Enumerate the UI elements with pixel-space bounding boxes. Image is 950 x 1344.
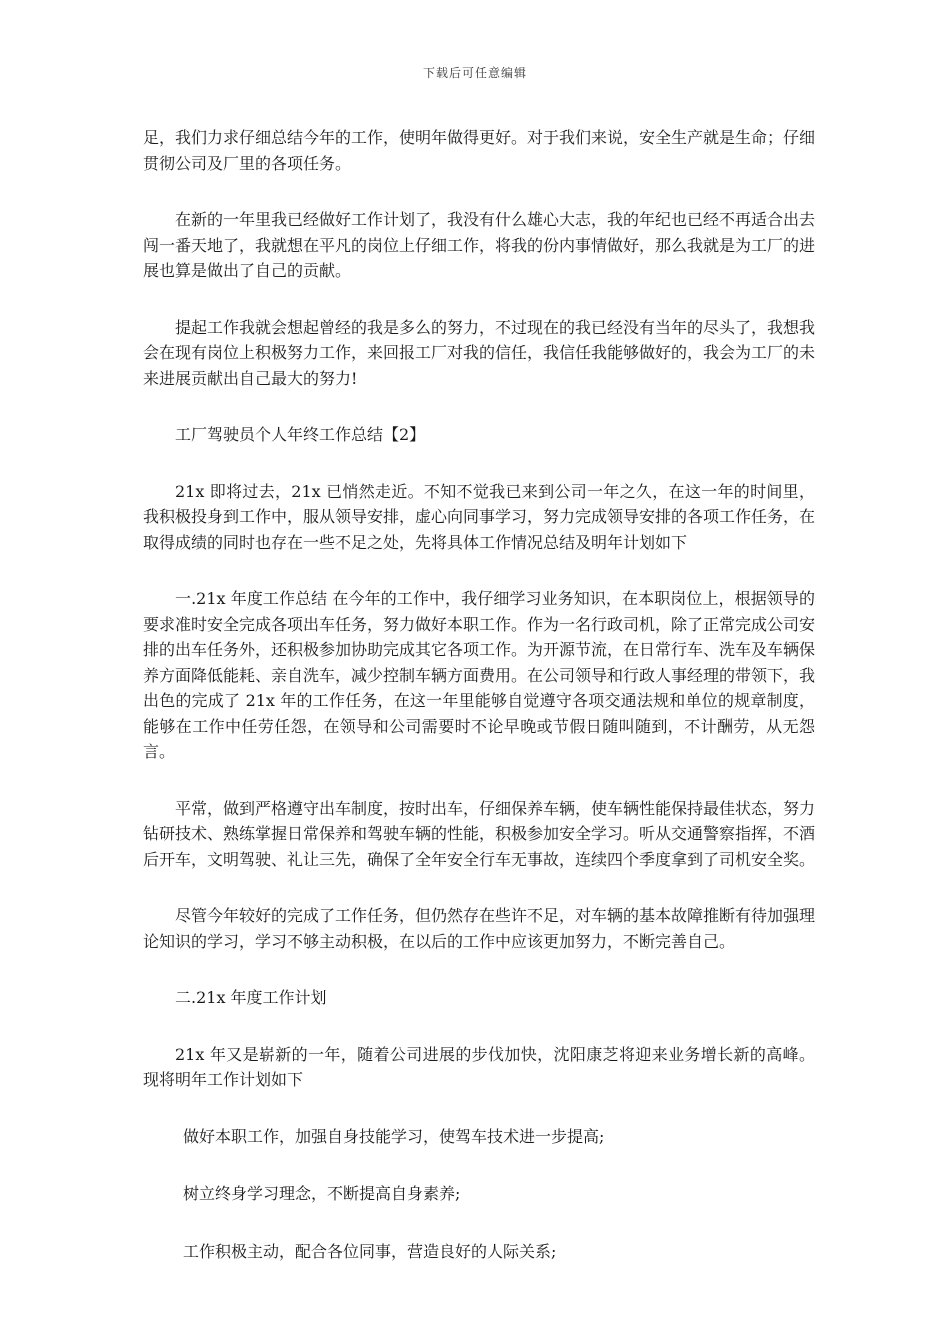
- plan-item-1: 做好本职工作，加强自身技能学习，使驾车技术进一步提高;: [183, 1126, 605, 1146]
- paragraph-plan-intro: 21x 年又是崭新的一年，随着公司进展的步伐加快，沈阳康芝将迎来业务增长新的高峰。现将明年工作计划如下: [143, 1044, 815, 1089]
- paragraph-shortcomings: 尽管今年较好的完成了工作任务，但仍然存在些许不足，对车辆的基本故障推断有待加强理论知识的学习，学习不够主动积极，在以后的工作中应该更加努力，不断完善自己。: [143, 906, 816, 951]
- paragraph-summary: 一.21x 年度工作总结 在今年的工作中，我仔细学习业务知识，在本职岗位上，根据领导的要求准时安全完成各项出车任务，努力做好本职工作。作为一名行政司机，除了正常完成公司安排的出车任务外，还积极参加协助完成其它各项工作。为开源节流，在日常行车、洗车及车辆保养方面降低能耗、亲自洗车，减少控制车辆方面费用。在公司领导和行政人事经理的带领下，我出色的完成了 21x 年的工作任务，在这一年里能够自觉遵守各项交通法规和单位的规章制度，能够在工作中任劳任怨，在领导和公司需要时不论早晚或节假日随叫随到，不计酬劳，从无怨言。: [143, 589, 816, 761]
- paragraph-2: 在新的一年里我已经做好工作计划了，我没有什么雄心大志，我的年纪也已经不再适合出去闯一番天地了，我就想在平凡的岗位上仔细工作，将我的份内事情做好，那么我就是为工厂的进展也算是做出了自己的贡献。: [143, 210, 816, 280]
- section-heading: 工厂驾驶员个人年终工作总结【2】: [175, 425, 426, 444]
- page-header: 下载后可任意编辑: [422, 66, 527, 80]
- paragraph-3: 提起工作我就会想起曾经的我是多么的努力，不过现在的我已经没有当年的尽头了，我想我会在现有岗位上积极努力工作，来回报工厂对我的信任，我信任我能够做好的，我会为工厂的未来进展贡献出自己最大的努力!: [143, 317, 816, 388]
- document-body: [143, 125, 815, 1296]
- paragraph-routine: 平常，做到严格遵守出车制度，按时出车，仔细保养车辆，使车辆性能保持最佳状态，努力钻研技术、熟练掌握日常保养和驾驶车辆的性能，积极参加安全学习。听从交通警察指挥，不酒后开车，文明驾驶、礼让三先，确保了全年安全行车无事故，连续四个季度拿到了司机安全奖。: [143, 798, 816, 869]
- plan-heading: 二.21x 年度工作计划: [175, 988, 327, 1007]
- paragraph-intro: 21x 即将过去，21x 已悄然走近。不知不觉我已来到公司一年之久，在这一年的时间里，我积极投身到工作中，服从领导安排，虚心向同事学习，努力完成领导安排的各项工作任务，在取得成绩的同时也存在一些不足之处，先将具体工作情况总结及明年计划如下: [143, 481, 816, 552]
- paragraph-1: 足，我们力求仔细总结今年的工作，使明年做得更好。对于我们来说，安全生产就是生命；仔细贯彻公司及厂里的各项任务。: [143, 128, 816, 173]
- plan-item-2: 树立终身学习理念，不断提高自身素养;: [183, 1184, 461, 1203]
- plan-item-3: 工作积极主动，配合各位同事，营造良好的人际关系;: [183, 1241, 557, 1261]
